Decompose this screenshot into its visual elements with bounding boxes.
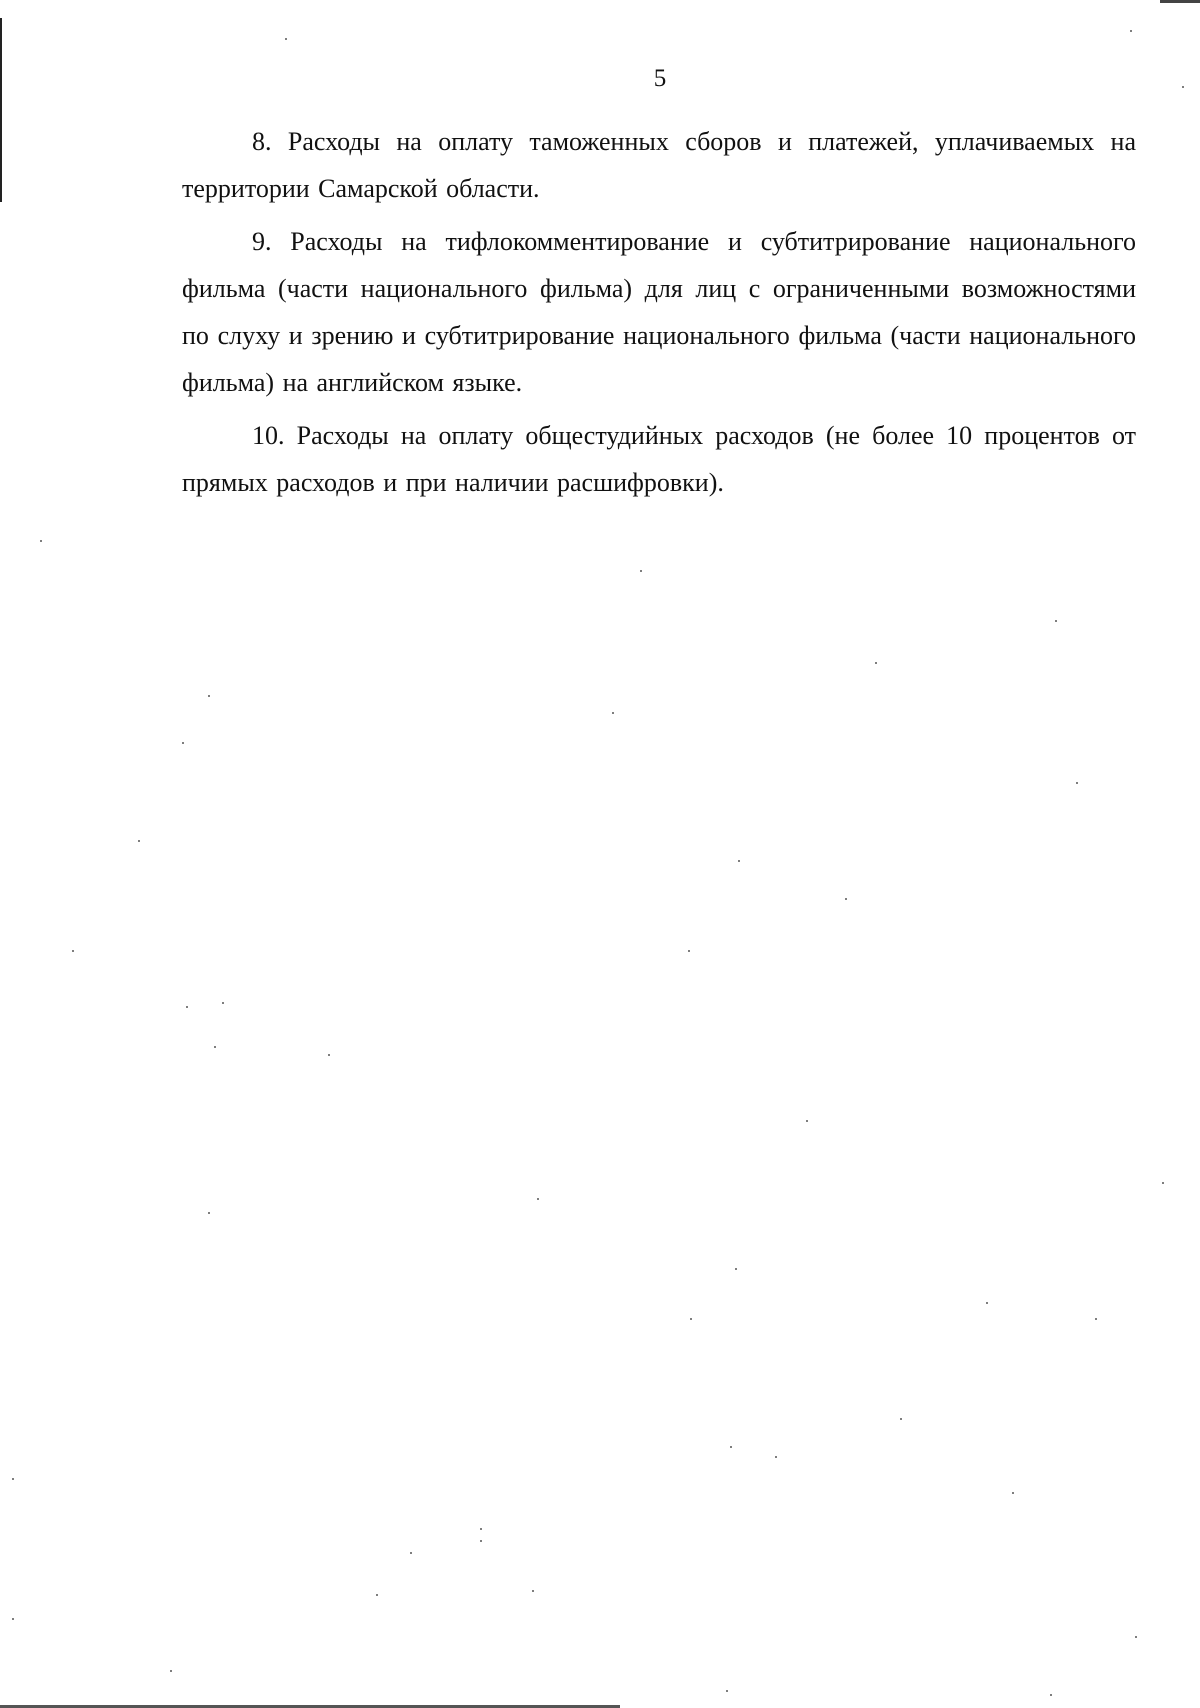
scan-speck [138,840,140,842]
scan-speck [806,1120,808,1122]
scan-speck [730,1446,732,1448]
scan-speck [12,1478,14,1480]
scan-edge-left [0,18,2,202]
scan-speck [480,1528,482,1530]
scan-speck [328,1054,330,1056]
scan-speck [410,1552,412,1554]
scan-speck [1182,86,1184,88]
scan-speck [1135,1636,1137,1638]
scan-speck [738,860,740,862]
scan-speck [845,898,847,900]
scan-speck [208,1212,210,1214]
scan-speck [40,540,42,542]
scan-speck [537,1198,539,1200]
scan-speck [1076,782,1078,784]
paragraph-item-10: 10. Расходы на оплату общестудийных расходов (не более 10 процентов от прямых расходов и при наличии расшифровки). [182,421,1136,497]
scan-speck [1162,1182,1164,1184]
paragraph-item-9: 9. Расходы на тифлокомментирование и субтитрирование национального фильма (части национального фильма) для лиц с ограниченными возможностями по слуху и зрению и субтитрирование национального фильма (части национального фильма) на английском языке. [182,227,1136,397]
scan-speck [1130,30,1132,32]
scan-speck [735,1268,737,1270]
scan-speck [532,1590,534,1592]
scan-speck [1050,1694,1052,1696]
scan-edge-top [1160,0,1200,3]
scan-speck [1055,620,1057,622]
scan-speck [612,712,614,714]
scan-speck [690,1318,692,1320]
scan-speck [726,1690,728,1692]
scan-speck [1012,1492,1014,1494]
scan-speck [775,1456,777,1458]
document-body [182,118,1136,512]
scan-speck [182,742,184,744]
scan-speck [170,1670,172,1672]
scan-speck [222,1002,224,1004]
scan-speck [900,1418,902,1420]
scan-speck [875,662,877,664]
scan-speck [986,1302,988,1304]
scan-speck [376,1594,378,1596]
scan-speck [186,1006,188,1008]
scan-speck [480,1540,482,1542]
scan-speck [640,570,642,572]
scan-speck [285,38,287,40]
scan-speck [1095,1318,1097,1320]
scan-speck [214,1046,216,1048]
scan-speck [72,950,74,952]
scan-speck [208,695,210,697]
scan-speck [688,950,690,952]
page-number: 5 [653,65,667,92]
scan-speck [12,1618,14,1620]
paragraph-item-8: 8. Расходы на оплату таможенных сборов и платежей, уплачиваемых на территории Самарской области. [182,127,1136,203]
